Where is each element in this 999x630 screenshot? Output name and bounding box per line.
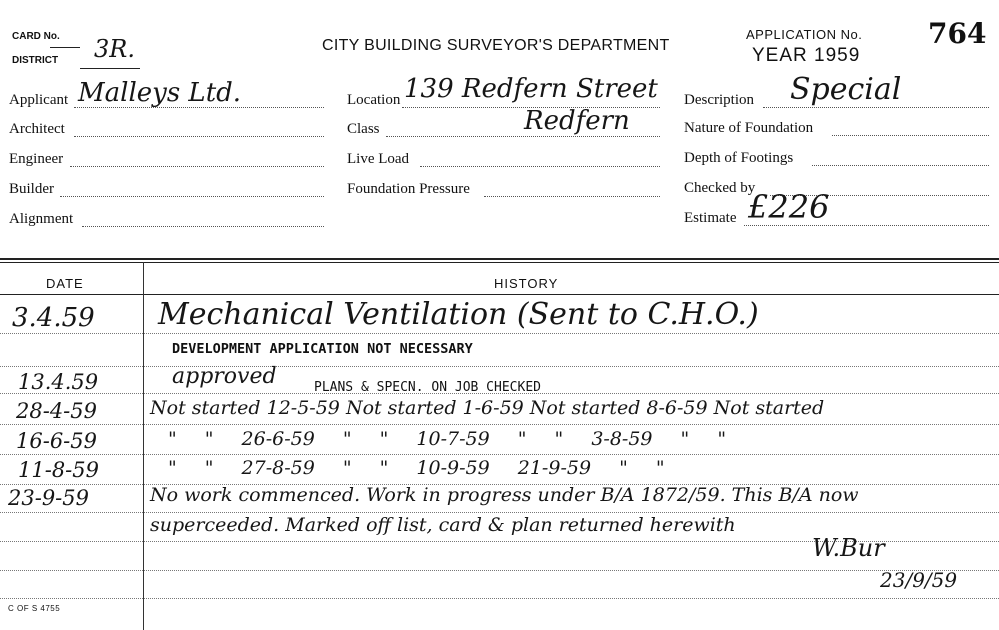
date-header: DATE <box>46 276 84 291</box>
date-column-divider <box>143 262 144 630</box>
year-label: YEAR 1959 <box>752 45 861 66</box>
history-date: 3.4.59 <box>12 303 95 333</box>
history-date: 28-4-59 <box>16 399 97 423</box>
history-entry: superceeded. Marked off list, card & plan returned herewith <box>150 514 736 536</box>
estimate-value: £226 <box>748 188 830 226</box>
history-date: 16-6-59 <box>16 429 97 453</box>
form-code: C OF S 4755 <box>8 604 61 613</box>
history-stamp-development: DEVELOPMENT APPLICATION NOT NECESSARY <box>172 341 473 357</box>
builder-label: Builder <box>9 181 54 197</box>
estimate-label: Estimate <box>684 210 737 226</box>
history-date: 23-9-59 <box>8 486 89 510</box>
nature-of-foundation-label: Nature of Foundation <box>684 120 814 136</box>
history-entry: No work commenced. Work in progress under B/A 1872/59. This B/A now <box>150 484 859 506</box>
depth-of-footings-label: Depth of Footings <box>684 150 794 166</box>
live-load-label: Live Load <box>347 151 410 167</box>
district-value: 3R. <box>94 35 135 63</box>
alignment-label: Alignment <box>9 211 74 227</box>
applicant-label: Applicant <box>9 92 69 108</box>
engineer-label: Engineer <box>9 151 64 167</box>
description-label: Description <box>684 92 754 108</box>
foundation-pressure-label: Foundation Pressure <box>347 181 470 197</box>
signature-date: 23/9/59 <box>880 568 958 592</box>
description-value: Special <box>790 72 902 107</box>
history-entry: Not started 12-5-59 Not started 1-6-59 Not started 8-6-59 Not started <box>150 397 825 419</box>
application-no-value: 764 <box>928 17 987 50</box>
checked-by-label: Checked by <box>684 180 756 196</box>
history-stamp-plans: PLANS & SPECN. ON JOB CHECKED <box>314 380 541 395</box>
history-entry: " " 27-8-59 " " 10-9-59 21-9-59 " " <box>168 457 665 479</box>
history-date: 11-8-59 <box>18 458 99 482</box>
signature: W.Bur <box>812 534 885 562</box>
department-title: CITY BUILDING SURVEYOR'S DEPARTMENT <box>322 37 670 54</box>
history-header: HISTORY <box>494 276 559 291</box>
location-value-1: 139 Redfern Street <box>404 74 658 104</box>
history-entry: approved <box>172 364 277 389</box>
class-label: Class <box>347 121 380 137</box>
architect-label: Architect <box>9 121 65 137</box>
card-no-label: CARD No. <box>12 31 60 42</box>
history-date: 13.4.59 <box>18 370 99 394</box>
history-entry: " " 26-6-59 " " 10-7-59 " " 3-8-59 " " <box>168 428 727 450</box>
history-entry: Mechanical Ventilation (Sent to C.H.O.) <box>158 297 759 332</box>
application-no-label: APPLICATION No. <box>746 27 863 42</box>
location-value-2: Redfern <box>524 106 630 136</box>
location-label: Location <box>347 92 401 108</box>
applicant-value: Malleys Ltd. <box>78 78 242 108</box>
district-label: DISTRICT <box>12 55 59 66</box>
